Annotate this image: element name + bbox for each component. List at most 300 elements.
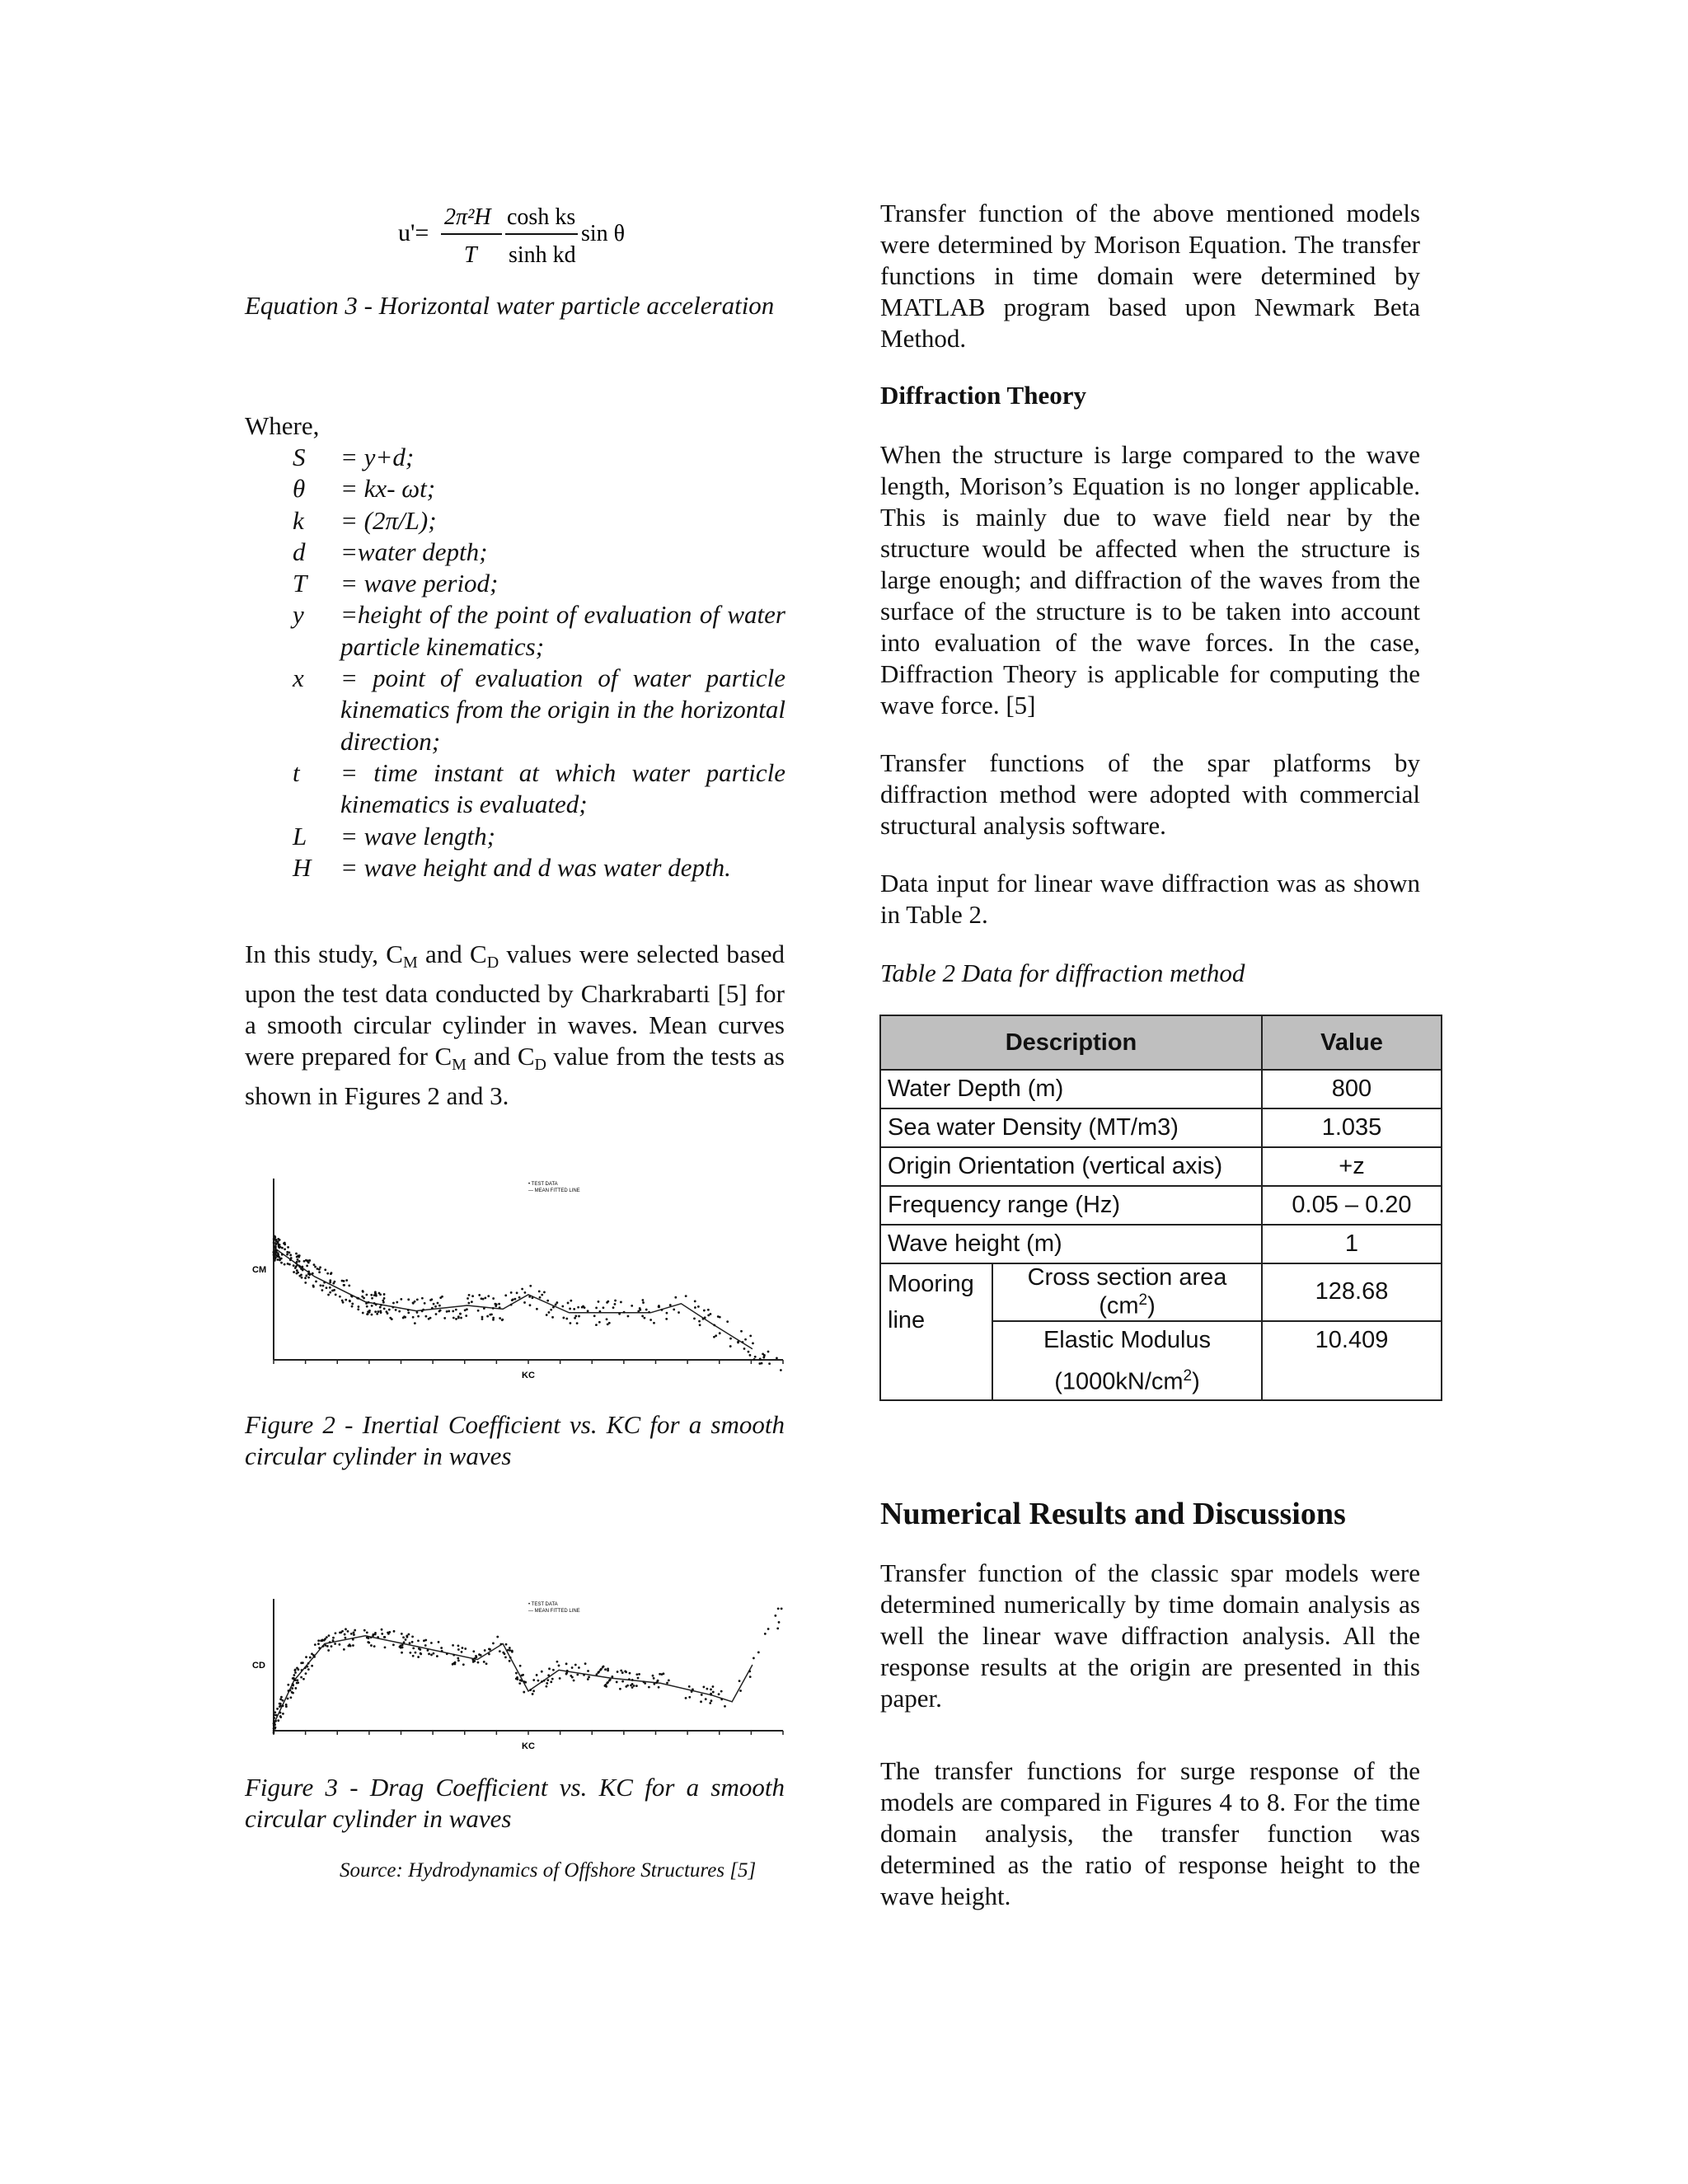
test-data-point xyxy=(279,1703,282,1705)
test-data-point xyxy=(448,1310,450,1313)
test-data-point xyxy=(546,1679,549,1681)
test-data-point xyxy=(705,1698,707,1700)
test-data-point xyxy=(509,1657,512,1659)
test-data-point xyxy=(471,1295,474,1297)
test-data-point xyxy=(326,1645,329,1647)
test-data-point xyxy=(306,1666,308,1668)
eq-num1: 2π²H xyxy=(444,204,491,230)
test-data-point xyxy=(569,1308,571,1310)
equation-caption: Equation 3 - Horizontal water particle acceleration xyxy=(245,291,775,320)
test-data-point xyxy=(286,1254,288,1256)
test-data-point xyxy=(289,1254,292,1256)
variable-row xyxy=(293,663,785,757)
test-data-point xyxy=(753,1657,755,1660)
table-cell-desc: Origin Orientation (vertical axis) xyxy=(880,1147,1262,1186)
variable-row xyxy=(293,599,785,663)
test-data-point xyxy=(706,1688,708,1690)
test-data-point xyxy=(435,1313,438,1315)
test-data-point xyxy=(588,1675,590,1678)
test-data-point xyxy=(637,1310,640,1313)
test-data-point xyxy=(367,1641,369,1643)
test-data-point xyxy=(635,1685,638,1687)
test-data-point xyxy=(297,1258,299,1261)
test-data-point xyxy=(416,1311,419,1314)
test-data-point xyxy=(326,1272,329,1275)
test-data-point xyxy=(668,1679,670,1681)
test-data-point xyxy=(317,1639,320,1642)
test-data-point xyxy=(718,1693,720,1695)
test-data-point xyxy=(273,1730,275,1732)
test-data-point xyxy=(374,1291,377,1293)
variable-row xyxy=(293,757,785,821)
test-data-point xyxy=(329,1286,331,1289)
test-data-point xyxy=(625,1685,627,1688)
test-data-point xyxy=(343,1648,345,1651)
test-data-point xyxy=(370,1644,373,1647)
test-data-point xyxy=(381,1629,383,1631)
figure-source: Source: Hydrodynamics of Offshore Structures [5] xyxy=(340,1859,757,1882)
test-data-point xyxy=(778,1621,781,1624)
test-data-point xyxy=(312,1285,315,1287)
test-data-point xyxy=(353,1632,355,1634)
test-data-point xyxy=(309,1657,312,1659)
test-data-point xyxy=(552,1306,555,1309)
test-data-point xyxy=(611,1675,613,1678)
test-data-point xyxy=(297,1254,299,1257)
test-data-point xyxy=(777,1607,780,1610)
table-header-row xyxy=(880,1015,1442,1070)
test-data-point xyxy=(274,1727,277,1729)
cross-section-label: Cross section area (cm xyxy=(1027,1264,1227,1319)
test-data-point xyxy=(574,1317,576,1319)
test-data-point xyxy=(509,1660,511,1662)
test-data-point xyxy=(392,1302,395,1305)
test-data-point xyxy=(318,1268,321,1271)
test-data-point xyxy=(595,1306,598,1309)
test-data-point xyxy=(558,1665,560,1667)
test-data-point xyxy=(565,1671,568,1674)
test-data-point xyxy=(284,1263,286,1266)
test-data-point xyxy=(274,1242,277,1244)
diffraction-data-table xyxy=(879,1015,1442,1401)
test-data-point xyxy=(710,1699,713,1702)
test-data-point xyxy=(411,1641,414,1643)
test-data-point xyxy=(498,1303,500,1305)
test-data-point xyxy=(614,1300,617,1302)
test-data-point xyxy=(409,1642,411,1644)
test-data-point xyxy=(688,1696,691,1699)
test-data-point xyxy=(304,1282,307,1284)
test-data-point xyxy=(707,1309,710,1311)
test-data-point xyxy=(438,1641,440,1643)
test-data-point xyxy=(519,1665,522,1667)
test-data-point xyxy=(518,1296,521,1299)
test-data-point xyxy=(344,1633,346,1636)
test-data-point xyxy=(339,1296,341,1298)
test-data-point xyxy=(412,1301,415,1304)
test-data-point xyxy=(321,1289,324,1291)
test-data-point xyxy=(361,1296,363,1298)
test-data-point xyxy=(273,1732,275,1734)
test-data-point xyxy=(548,1311,551,1314)
test-data-point xyxy=(642,1301,645,1304)
test-data-point xyxy=(300,1268,302,1270)
test-data-point xyxy=(547,1674,550,1676)
test-data-point xyxy=(365,1302,368,1305)
test-data-point xyxy=(294,1671,297,1674)
test-data-point xyxy=(529,1304,532,1306)
test-data-point xyxy=(275,1714,278,1717)
test-data-point xyxy=(692,1689,694,1691)
test-data-point xyxy=(363,1629,366,1632)
test-data-point xyxy=(477,1661,480,1664)
test-data-point xyxy=(279,1246,282,1249)
test-data-point xyxy=(332,1282,335,1285)
test-data-point xyxy=(421,1297,424,1300)
test-data-point xyxy=(561,1305,564,1308)
test-data-point xyxy=(431,1307,434,1310)
test-data-point xyxy=(417,1640,420,1643)
test-data-point xyxy=(332,1637,335,1639)
test-data-point xyxy=(700,1700,702,1703)
test-data-point xyxy=(641,1299,644,1301)
variable-definition: = time instant at which water particle kinematics is evaluated; xyxy=(340,757,785,819)
test-data-point xyxy=(625,1671,627,1673)
test-data-point xyxy=(287,1246,289,1249)
test-data-point xyxy=(641,1315,644,1318)
table-cell-value: 128.68 xyxy=(1262,1263,1442,1321)
variable-symbol: k xyxy=(293,505,304,535)
variable-definition: = wave height and d was water depth. xyxy=(340,852,731,882)
test-data-point xyxy=(351,1296,354,1298)
test-data-point xyxy=(411,1635,414,1638)
test-data-point xyxy=(327,1294,330,1296)
test-data-point xyxy=(621,1671,624,1674)
test-data-point xyxy=(452,1663,454,1666)
test-data-point xyxy=(465,1315,467,1317)
variable-symbol: T xyxy=(293,569,307,598)
test-data-point xyxy=(571,1666,574,1669)
test-data-point xyxy=(420,1652,422,1655)
variable-symbol: L xyxy=(293,821,307,851)
test-data-point xyxy=(467,1302,470,1305)
test-data-point xyxy=(347,1630,349,1633)
test-data-point xyxy=(720,1690,723,1693)
test-data-point xyxy=(694,1300,696,1302)
test-data-point xyxy=(401,1647,404,1649)
test-data-point xyxy=(307,1270,310,1272)
sub-d-2: D xyxy=(534,1056,546,1074)
test-data-point xyxy=(638,1673,640,1675)
test-data-point xyxy=(489,1648,491,1651)
test-data-point xyxy=(315,1280,317,1282)
test-data-point xyxy=(296,1679,298,1681)
test-data-point xyxy=(382,1301,385,1304)
test-data-point xyxy=(377,1310,379,1313)
test-data-point xyxy=(570,1322,572,1324)
test-data-point xyxy=(710,1693,712,1695)
test-data-point xyxy=(616,1681,618,1684)
test-data-point xyxy=(461,1651,463,1653)
paragraph-spar-diffraction: Transfer functions of the spar platforms by diffraction method were adopted with commercial structural analysis software. xyxy=(880,748,1420,840)
test-data-point xyxy=(433,1652,435,1655)
eq-trail: sin θ xyxy=(581,221,626,246)
test-data-point xyxy=(304,1277,307,1279)
test-data-point xyxy=(481,1316,484,1319)
test-data-point xyxy=(398,1310,401,1313)
test-data-point xyxy=(409,1652,411,1654)
equation-graphic xyxy=(398,198,670,272)
test-data-point xyxy=(598,1671,600,1673)
test-data-point xyxy=(362,1312,364,1315)
test-data-point xyxy=(543,1680,546,1682)
test-data-point xyxy=(353,1633,355,1636)
test-data-point xyxy=(551,1316,554,1319)
test-data-point xyxy=(273,1720,275,1722)
figure-3-caption: Figure 3 - Drag Coefficient vs. KC for a smooth circular cylinder in waves xyxy=(245,1773,785,1833)
test-data-point xyxy=(374,1632,377,1634)
test-data-point xyxy=(430,1654,433,1657)
test-data-point xyxy=(408,1633,410,1636)
test-data-point xyxy=(523,1301,526,1304)
test-data-point xyxy=(633,1685,635,1687)
test-data-point xyxy=(492,1307,495,1310)
test-data-point xyxy=(375,1293,377,1296)
variable-row xyxy=(293,821,785,852)
test-data-point xyxy=(511,1299,513,1301)
test-data-point xyxy=(712,1685,715,1688)
test-data-point xyxy=(478,1294,481,1296)
test-data-point xyxy=(401,1633,403,1635)
test-data-point xyxy=(279,1244,281,1246)
test-data-point xyxy=(379,1306,382,1309)
study-text-a: In this study, C xyxy=(245,940,403,968)
test-data-point xyxy=(781,1607,783,1610)
test-data-point xyxy=(302,1678,305,1680)
test-data-point xyxy=(637,1677,640,1680)
test-data-point xyxy=(768,1362,771,1365)
test-data-point xyxy=(573,1308,575,1310)
test-data-point xyxy=(293,1271,295,1273)
test-data-point xyxy=(607,1681,609,1684)
test-data-point xyxy=(292,1677,294,1680)
test-data-point xyxy=(532,1693,534,1695)
test-data-point xyxy=(366,1637,368,1639)
test-data-point xyxy=(543,1291,546,1294)
test-data-point xyxy=(318,1271,321,1273)
test-data-point xyxy=(383,1636,386,1638)
test-data-point xyxy=(329,1641,331,1643)
test-data-point xyxy=(407,1312,410,1315)
test-data-point xyxy=(365,1294,368,1296)
test-data-point xyxy=(341,1280,344,1282)
test-data-point xyxy=(774,1615,776,1617)
test-data-point xyxy=(574,1315,577,1317)
test-data-point xyxy=(345,1637,347,1639)
test-data-point xyxy=(287,1684,289,1686)
test-data-point xyxy=(556,1661,559,1663)
test-data-point xyxy=(366,1305,368,1308)
test-data-point xyxy=(499,1650,501,1652)
test-data-point xyxy=(550,1680,552,1683)
variable-definition: =water depth; xyxy=(340,537,488,566)
test-data-point xyxy=(371,1297,373,1300)
test-data-point xyxy=(433,1303,435,1305)
test-data-point xyxy=(566,1670,569,1672)
test-data-point xyxy=(307,1668,310,1671)
test-data-point xyxy=(279,1258,281,1261)
test-data-point xyxy=(709,1702,711,1704)
test-data-point xyxy=(329,1279,331,1282)
table-header-description: Description xyxy=(880,1015,1262,1070)
test-data-point xyxy=(603,1306,605,1309)
test-data-point xyxy=(402,1317,405,1319)
table-cell-value: 800 xyxy=(1262,1070,1442,1108)
test-data-point xyxy=(605,1685,607,1687)
test-data-point xyxy=(457,1657,459,1660)
test-data-point xyxy=(562,1317,565,1319)
test-data-point xyxy=(279,1712,282,1714)
table-cell-desc: Wave height (m) xyxy=(880,1225,1262,1263)
test-data-point xyxy=(471,1301,473,1303)
where-label: Where, xyxy=(245,411,320,440)
test-data-point xyxy=(738,1680,741,1682)
test-data-point xyxy=(550,1309,552,1311)
test-data-point xyxy=(685,1697,687,1699)
test-data-point xyxy=(386,1310,388,1313)
test-data-point xyxy=(289,1696,292,1699)
test-data-point xyxy=(492,1297,495,1300)
test-data-point xyxy=(455,1318,457,1320)
test-data-point xyxy=(340,1631,342,1633)
test-data-point xyxy=(290,1257,293,1259)
test-data-point xyxy=(748,1351,750,1353)
test-data-point xyxy=(452,1654,455,1657)
test-data-point xyxy=(484,1649,486,1652)
variable-row xyxy=(293,473,785,504)
test-data-point xyxy=(483,1307,485,1310)
test-data-point xyxy=(515,1672,518,1675)
test-data-point xyxy=(763,1355,766,1357)
table-row xyxy=(880,1186,1442,1225)
paren: ) xyxy=(1147,1292,1156,1319)
test-data-point xyxy=(326,1636,328,1638)
test-data-point xyxy=(446,1652,448,1655)
test-data-point xyxy=(416,1299,419,1301)
test-data-point xyxy=(761,1362,763,1365)
test-data-point xyxy=(635,1673,638,1675)
test-data-point xyxy=(457,1648,460,1651)
test-data-point xyxy=(407,1309,410,1311)
test-data-point xyxy=(538,1290,541,1292)
test-data-point xyxy=(546,1685,548,1688)
table-caption: Table 2 Data for diffraction method xyxy=(880,958,1245,987)
test-data-point xyxy=(702,1686,705,1689)
sub-d: D xyxy=(486,954,499,972)
test-data-point xyxy=(300,1661,302,1664)
test-data-point xyxy=(307,1662,310,1665)
eq-num2: cosh ks xyxy=(507,204,576,230)
test-data-point xyxy=(403,1641,406,1643)
x-axis-label: KC xyxy=(522,1741,535,1751)
variable-definition: = wave period; xyxy=(340,569,499,598)
test-data-point xyxy=(328,1634,331,1637)
test-data-point xyxy=(570,1675,572,1677)
test-data-point xyxy=(296,1667,298,1670)
test-data-point xyxy=(457,1659,460,1661)
test-data-point xyxy=(753,1358,756,1361)
table-cell-mooring: Mooring line xyxy=(880,1263,992,1400)
table-cell-desc xyxy=(992,1263,1262,1321)
test-data-point xyxy=(286,1251,288,1254)
test-data-point xyxy=(704,1316,706,1319)
test-data-point xyxy=(494,1303,496,1305)
test-data-point xyxy=(665,1318,668,1320)
test-data-point xyxy=(529,1285,532,1287)
test-data-point xyxy=(383,1297,386,1300)
test-data-point xyxy=(428,1318,430,1320)
study-text-c: values were selected based upon the test data conducted by Charkrabarti [5] for a smooth circular cylinder in waves. Mean curves were prepared for C xyxy=(245,940,785,1071)
variable-definition: = wave length; xyxy=(340,821,495,851)
test-data-point xyxy=(323,1639,326,1642)
test-data-point xyxy=(341,1300,344,1302)
figure-2-plot xyxy=(247,1170,791,1385)
study-text-d: and C xyxy=(466,1042,535,1071)
test-data-point xyxy=(536,1674,538,1676)
test-data-point xyxy=(452,1317,455,1319)
test-data-point xyxy=(628,1678,631,1680)
table-header-value: Value xyxy=(1262,1015,1442,1070)
variable-row xyxy=(293,852,785,883)
test-data-point xyxy=(280,1262,283,1264)
test-data-point xyxy=(631,1305,633,1307)
test-data-point xyxy=(643,1680,645,1683)
test-data-point xyxy=(404,1316,406,1319)
test-data-point xyxy=(366,1631,368,1633)
test-data-point xyxy=(298,1260,301,1263)
table-row xyxy=(880,1147,1442,1186)
test-data-point xyxy=(273,1255,275,1258)
test-data-point xyxy=(334,1643,336,1645)
test-data-point xyxy=(532,1679,535,1681)
test-data-point xyxy=(349,1300,351,1302)
test-data-point xyxy=(307,1277,310,1279)
test-data-point xyxy=(504,1656,507,1658)
test-data-point xyxy=(578,1666,580,1669)
test-data-point xyxy=(565,1318,568,1320)
test-data-point xyxy=(313,1656,316,1658)
test-data-point xyxy=(748,1671,751,1673)
test-data-point xyxy=(567,1302,570,1305)
test-data-point xyxy=(740,1330,743,1333)
test-data-point xyxy=(715,1334,717,1337)
test-data-point xyxy=(281,1247,284,1249)
test-data-point xyxy=(600,1668,603,1671)
test-data-point xyxy=(523,1691,525,1694)
test-data-point xyxy=(311,1652,313,1655)
test-data-point xyxy=(318,1647,321,1649)
test-data-point xyxy=(276,1708,279,1710)
test-data-point xyxy=(698,1320,701,1323)
test-data-point xyxy=(509,1649,511,1652)
test-data-point xyxy=(371,1305,373,1307)
test-data-point xyxy=(701,1694,703,1696)
test-data-point xyxy=(510,1291,513,1294)
legend-mean-line: — MEAN FITTED LINE xyxy=(528,1609,580,1614)
test-data-point xyxy=(300,1676,302,1679)
test-data-point xyxy=(764,1633,767,1635)
variable-list xyxy=(293,442,785,883)
